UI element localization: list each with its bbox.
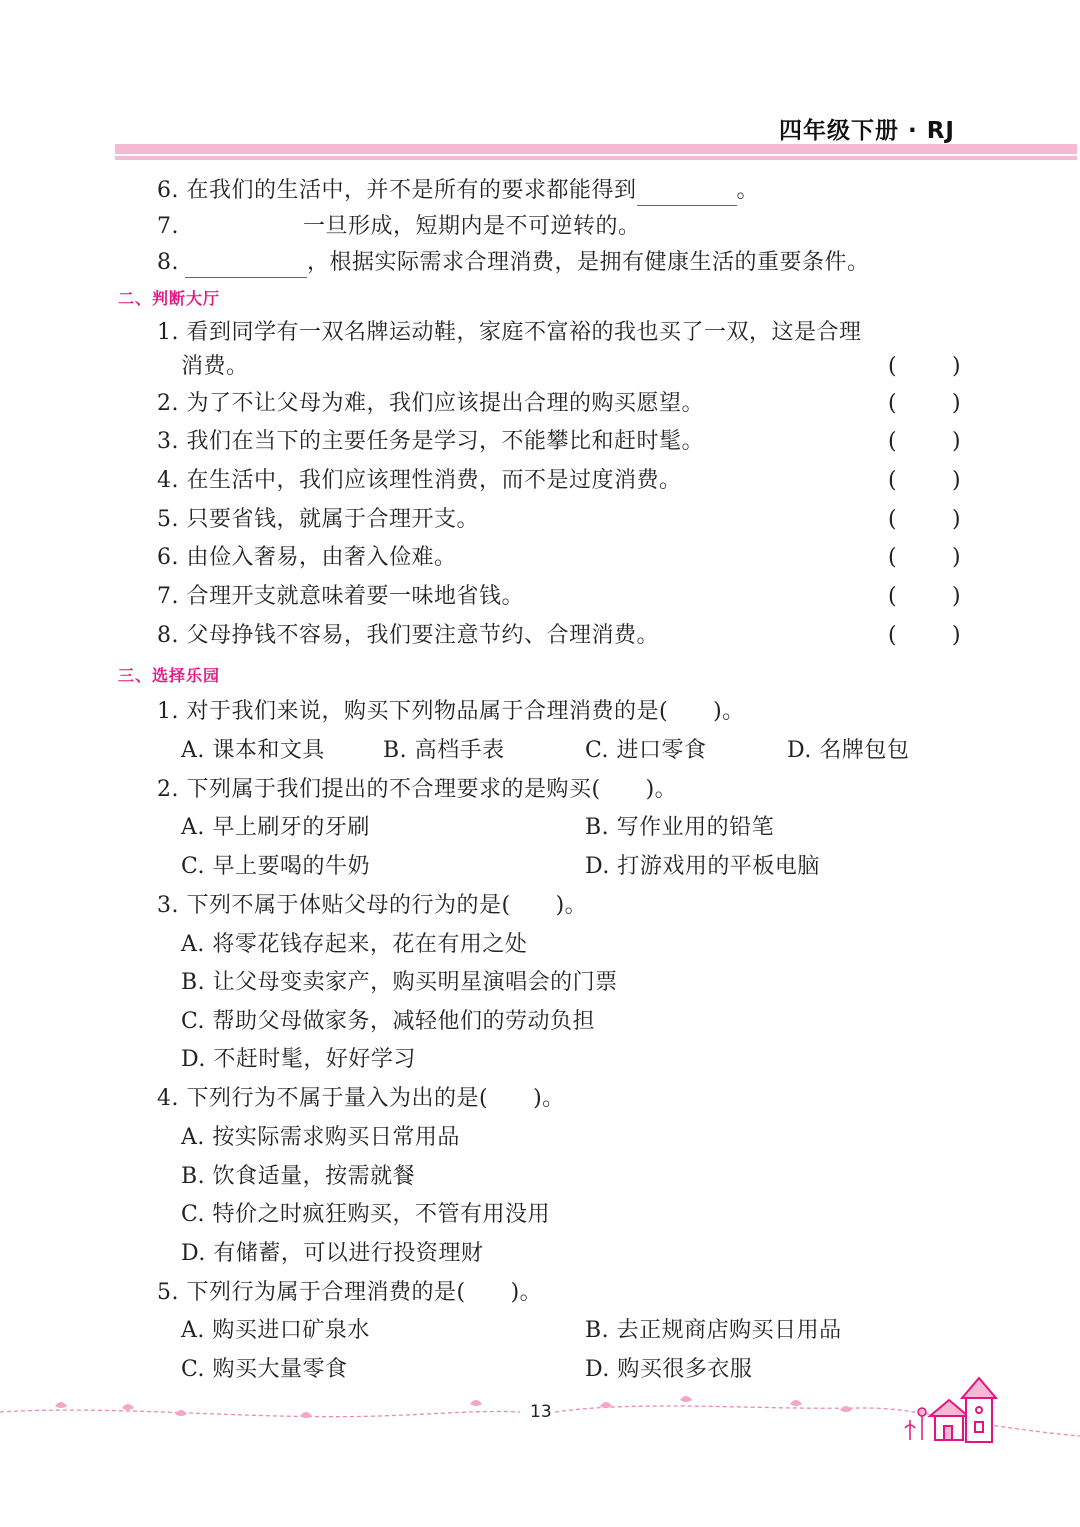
flower-icon [905,1408,926,1440]
judge-item-2: 2. 为了不让父母为难，我们应该提出合理的购买愿望。 [157,391,704,416]
fill-question-6 [157,176,759,206]
fill-question-number: 8. [157,250,179,275]
choice-option[interactable]: A. 课本和文具 [181,738,325,763]
choice-option[interactable]: B. 写作业用的铅笔 [585,815,775,840]
choice-question-3: 3. 下列不属于体贴父母的行为的是( )。 [157,893,588,918]
choice-option[interactable]: B. 饮食适量，按需就餐 [181,1164,416,1189]
choice-option[interactable]: D. 打游戏用的平板电脑 [585,854,820,879]
house-icon [930,1378,996,1442]
answer-blank[interactable] [179,217,303,242]
choice-option[interactable]: C. 特价之时疯狂购买，不管有用没用 [181,1202,551,1227]
judge-item-5: 5. 只要省钱，就属于合理开支。 [157,507,479,532]
choice-option[interactable]: D. 名牌包包 [787,738,910,763]
fill-question-7 [157,212,641,242]
header-bar [115,144,1077,154]
answer-blank[interactable] [637,181,737,206]
choice-question-5: 5. 下列行为属于合理消费的是( )。 [157,1280,543,1305]
choice-option[interactable]: C. 购买大量零食 [181,1357,348,1382]
choice-question-1: 1. 对于我们来说，购买下列物品属于合理消费的是( )。 [157,699,745,724]
choice-option[interactable]: B. 去正规商店购买日用品 [585,1318,842,1343]
judge-item-7: 7. 合理开支就意味着要一味地省钱。 [157,584,524,609]
choice-option[interactable]: B. 让父母变卖家产，购买明星演唱会的门票 [181,970,618,995]
section-title-choice: 三、选择乐园 [118,666,221,685]
choice-option[interactable]: A. 将零花钱存起来，花在有用之处 [181,932,528,957]
fill-question-text: 6. 在我们的生活中，并不是所有的要求都能得到 [157,178,637,203]
choice-option[interactable]: C. 早上要喝的牛奶 [181,854,371,879]
choice-option[interactable]: D. 有储蓄，可以进行投资理财 [181,1241,484,1266]
choice-option[interactable]: C. 进口零食 [585,738,707,763]
fill-question-number: 7. [157,214,179,239]
dashed-vine [555,1406,1080,1436]
fill-question-text: 。 [736,178,760,203]
section-title-judgement: 二、判断大厅 [118,289,221,308]
choice-option[interactable]: A. 按实际需求购买日常用品 [181,1125,460,1150]
choice-question-2: 2. 下列属于我们提出的不合理要求的是购买( )。 [157,777,678,802]
choice-question-4: 4. 下列行为不属于量入为出的是( )。 [157,1086,565,1111]
book-title: 四年级下册 · RJ [778,118,955,144]
choice-option[interactable]: B. 高档手表 [383,738,505,763]
judge-item-3: 3. 我们在当下的主要任务是学习，不能攀比和赶时髦。 [157,429,704,454]
page-number: 13 [530,1402,552,1422]
judge-item-4: 4. 在生活中，我们应该理性消费，而不是过度消费。 [157,468,682,493]
judge-item-1-line1: 1. 看到同学有一双名牌运动鞋，家庭不富裕的我也买了一双，这是合理 [157,320,862,345]
fill-question-8 [157,248,870,278]
judge-item-6: 6. 由俭入奢易，由奢入俭难。 [157,545,457,570]
fill-question-text: 一旦形成，短期内是不可逆转的。 [303,214,641,239]
judge-item-8: 8. 父母挣钱不容易，我们要注意节约、合理消费。 [157,623,659,648]
header-bar-thin [115,156,1077,160]
judge-item-1-line2: 消费。 [181,354,249,379]
fill-question-text: ，根据实际需求合理消费，是拥有健康生活的重要条件。 [307,250,870,275]
choice-option[interactable]: A. 早上刷牙的牙刷 [181,815,370,840]
choice-option[interactable]: A. 购买进口矿泉水 [181,1318,370,1343]
choice-option[interactable]: D. 购买很多衣服 [585,1357,753,1382]
answer-blank[interactable] [185,253,307,278]
dashed-vine [0,1410,520,1417]
choice-option[interactable]: C. 帮助父母做家务，减轻他们的劳动负担 [181,1009,596,1034]
choice-option[interactable]: D. 不赶时髦，好好学习 [181,1047,416,1072]
